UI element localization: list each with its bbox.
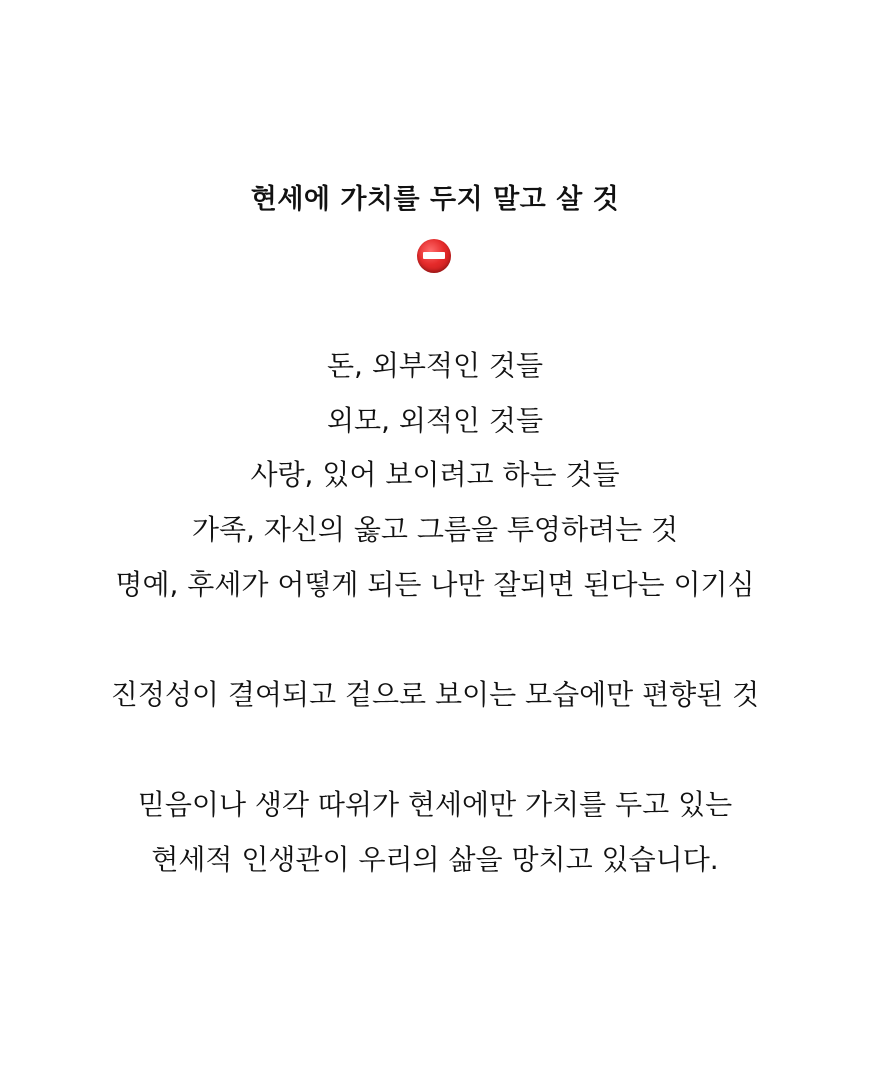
page-title: 현세에 가치를 두지 말고 살 것	[250, 184, 620, 215]
list-item: 가족, 자신의 옳고 그름을 투영하려는 것	[191, 513, 679, 546]
list-item: 명예, 후세가 어떻게 되든 나만 잘되면 된다는 이기심	[115, 568, 755, 601]
list-item: 돈, 외부적인 것들	[326, 349, 544, 382]
conclusion-line: 믿음이나 생각 따위가 현세에만 가치를 두고 있는	[137, 788, 733, 821]
no-entry-icon	[417, 239, 451, 273]
summary-line: 진정성이 결여되고 겉으로 보이는 모습에만 편향된 것	[110, 678, 760, 711]
list-item: 외모, 외적인 것들	[326, 404, 544, 437]
list-item: 사랑, 있어 보이려고 하는 것들	[250, 458, 620, 491]
conclusion-line: 현세적 인생관이 우리의 삶을 망치고 있습니다.	[151, 843, 719, 876]
no-entry-bar	[423, 252, 445, 259]
